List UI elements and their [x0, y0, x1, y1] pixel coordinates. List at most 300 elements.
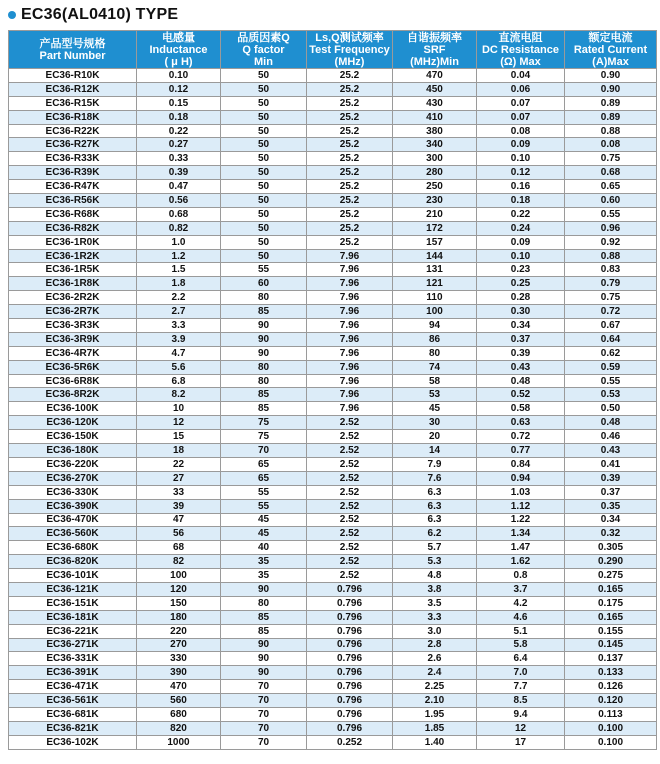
table-row: [9, 471, 657, 485]
srf-cell: 157: [393, 235, 477, 249]
page-title: EC36(AL0410) TYPE: [21, 6, 179, 23]
test-frequency-cell: 7.96: [307, 263, 393, 277]
rated-current-cell: 0.92: [565, 235, 657, 249]
table-row: [9, 652, 657, 666]
srf-cell: 121: [393, 277, 477, 291]
srf-cell: 2.6: [393, 652, 477, 666]
test-frequency-cell: 2.52: [307, 416, 393, 430]
q-factor-cell: 70: [221, 707, 307, 721]
srf-cell: 94: [393, 319, 477, 333]
inductance-cell: 0.47: [137, 180, 221, 194]
srf-cell: 300: [393, 152, 477, 166]
q-factor-cell: 50: [221, 221, 307, 235]
srf-cell: 86: [393, 332, 477, 346]
part-number-cell: EC36-102K: [9, 735, 137, 749]
part-number-cell: EC36-R39K: [9, 166, 137, 180]
q-factor-cell: 50: [221, 152, 307, 166]
part-number-cell: EC36-330K: [9, 485, 137, 499]
dc-resistance-cell: 0.08: [477, 124, 565, 138]
q-factor-cell: 50: [221, 138, 307, 152]
q-factor-cell: 85: [221, 402, 307, 416]
q-factor-cell: 65: [221, 471, 307, 485]
inductance-cell: 8.2: [137, 388, 221, 402]
dc-resistance-cell: 12: [477, 721, 565, 735]
test-frequency-cell: 25.2: [307, 166, 393, 180]
q-factor-cell: 50: [221, 180, 307, 194]
part-number-cell: EC36-680K: [9, 541, 137, 555]
table-row: [9, 527, 657, 541]
test-frequency-cell: 7.96: [307, 374, 393, 388]
part-number-cell: EC36-R27K: [9, 138, 137, 152]
bullet-icon: [8, 11, 16, 19]
table-row: [9, 346, 657, 360]
part-number-cell: EC36-391K: [9, 666, 137, 680]
dc-resistance-cell: 0.16: [477, 180, 565, 194]
inductance-cell: 390: [137, 666, 221, 680]
test-frequency-cell: 25.2: [307, 180, 393, 194]
q-factor-cell: 85: [221, 388, 307, 402]
srf-cell: 280: [393, 166, 477, 180]
test-frequency-cell: 2.52: [307, 569, 393, 583]
inductance-cell: 0.12: [137, 82, 221, 96]
table-row: [9, 485, 657, 499]
table-row: [9, 596, 657, 610]
rated-current-cell: 0.165: [565, 582, 657, 596]
rated-current-cell: 0.275: [565, 569, 657, 583]
table-row: [9, 194, 657, 208]
inductance-cell: 2.2: [137, 291, 221, 305]
inductance-cell: 33: [137, 485, 221, 499]
rated-current-cell: 0.75: [565, 152, 657, 166]
rated-current-cell: 0.55: [565, 207, 657, 221]
dc-resistance-cell: 0.04: [477, 69, 565, 83]
q-factor-cell: 90: [221, 666, 307, 680]
rated-current-cell: 0.34: [565, 513, 657, 527]
dc-resistance-cell: 4.2: [477, 596, 565, 610]
dc-resistance-cell: 1.22: [477, 513, 565, 527]
table-row: [9, 305, 657, 319]
inductance-cell: 0.56: [137, 194, 221, 208]
test-frequency-cell: 25.2: [307, 138, 393, 152]
dc-resistance-cell: 8.5: [477, 694, 565, 708]
inductance-cell: 68: [137, 541, 221, 555]
table-row: [9, 319, 657, 333]
dc-resistance-cell: 0.58: [477, 402, 565, 416]
test-frequency-cell: 2.52: [307, 485, 393, 499]
dc-resistance-cell: 1.47: [477, 541, 565, 555]
dc-resistance-cell: 0.77: [477, 444, 565, 458]
q-factor-cell: 85: [221, 305, 307, 319]
srf-cell: 3.3: [393, 610, 477, 624]
q-factor-cell: 35: [221, 555, 307, 569]
rated-current-cell: 0.90: [565, 82, 657, 96]
inductance-cell: 39: [137, 499, 221, 513]
q-factor-cell: 85: [221, 610, 307, 624]
header-row: [9, 31, 657, 69]
header-line: 额定电流: [588, 31, 633, 44]
rated-current-cell: 0.90: [565, 69, 657, 83]
dc-resistance-cell: 5.1: [477, 624, 565, 638]
dc-resistance-cell: 1.12: [477, 499, 565, 513]
test-frequency-cell: 7.96: [307, 249, 393, 263]
test-frequency-cell: 25.2: [307, 110, 393, 124]
inductance-cell: 0.68: [137, 207, 221, 221]
test-frequency-cell: 2.52: [307, 513, 393, 527]
header-line: (A)Max: [592, 55, 629, 68]
srf-cell: 5.3: [393, 555, 477, 569]
dc-resistance-cell: 0.07: [477, 110, 565, 124]
inductance-cell: 15: [137, 430, 221, 444]
dc-resistance-cell: 17: [477, 735, 565, 749]
spec-table: [8, 30, 657, 750]
dc-resistance-cell: 0.39: [477, 346, 565, 360]
part-number-cell: EC36-1R8K: [9, 277, 137, 291]
srf-cell: 53: [393, 388, 477, 402]
srf-cell: 144: [393, 249, 477, 263]
dc-resistance-cell: 0.09: [477, 235, 565, 249]
header-line: Ls,Q测试频率: [315, 31, 384, 44]
test-frequency-cell: 7.96: [307, 402, 393, 416]
rated-current-cell: 0.75: [565, 291, 657, 305]
test-frequency-cell: 2.52: [307, 499, 393, 513]
rated-current-cell: 0.65: [565, 180, 657, 194]
part-number-cell: EC36-820K: [9, 555, 137, 569]
q-factor-cell: 90: [221, 346, 307, 360]
part-number-cell: EC36-821K: [9, 721, 137, 735]
dc-resistance-cell: 7.0: [477, 666, 565, 680]
part-number-cell: EC36-270K: [9, 471, 137, 485]
rated-current-cell: 0.37: [565, 485, 657, 499]
table-row: [9, 291, 657, 305]
table-row: [9, 721, 657, 735]
rated-current-cell: 0.100: [565, 721, 657, 735]
part-number-cell: EC36-221K: [9, 624, 137, 638]
inductance-cell: 0.82: [137, 221, 221, 235]
header-srf: [393, 31, 477, 69]
rated-current-cell: 0.67: [565, 319, 657, 333]
dc-resistance-cell: 6.4: [477, 652, 565, 666]
header-line: Part Number: [39, 49, 106, 62]
srf-cell: 7.6: [393, 471, 477, 485]
q-factor-cell: 45: [221, 513, 307, 527]
q-factor-cell: 50: [221, 82, 307, 96]
table-row: [9, 388, 657, 402]
inductance-cell: 0.39: [137, 166, 221, 180]
inductance-cell: 120: [137, 582, 221, 596]
part-number-cell: EC36-6R8K: [9, 374, 137, 388]
srf-cell: 340: [393, 138, 477, 152]
header-line: (MHz): [334, 55, 365, 68]
test-frequency-cell: 25.2: [307, 194, 393, 208]
table-row: [9, 694, 657, 708]
dc-resistance-cell: 0.07: [477, 96, 565, 110]
srf-cell: 250: [393, 180, 477, 194]
part-number-cell: EC36-R68K: [9, 207, 137, 221]
rated-current-cell: 0.62: [565, 346, 657, 360]
dc-resistance-cell: 0.12: [477, 166, 565, 180]
dc-resistance-cell: 5.8: [477, 638, 565, 652]
srf-cell: 380: [393, 124, 477, 138]
inductance-cell: 0.15: [137, 96, 221, 110]
table-row: [9, 582, 657, 596]
test-frequency-cell: 25.2: [307, 207, 393, 221]
inductance-cell: 47: [137, 513, 221, 527]
rated-current-cell: 0.39: [565, 471, 657, 485]
table-row: [9, 457, 657, 471]
dc-resistance-cell: 9.4: [477, 707, 565, 721]
rated-current-cell: 0.59: [565, 360, 657, 374]
q-factor-cell: 80: [221, 360, 307, 374]
srf-cell: 5.7: [393, 541, 477, 555]
rated-current-cell: 0.48: [565, 416, 657, 430]
q-factor-cell: 50: [221, 194, 307, 208]
srf-cell: 3.5: [393, 596, 477, 610]
srf-cell: 100: [393, 305, 477, 319]
rated-current-cell: 0.145: [565, 638, 657, 652]
rated-current-cell: 0.79: [565, 277, 657, 291]
header-line: Min: [254, 55, 273, 68]
part-number-cell: EC36-271K: [9, 638, 137, 652]
srf-cell: 6.3: [393, 513, 477, 527]
header-line: 品质因素Q: [237, 31, 290, 44]
table-row: [9, 610, 657, 624]
rated-current-cell: 0.41: [565, 457, 657, 471]
header-line: (MHz)Min: [410, 55, 459, 68]
rated-current-cell: 0.53: [565, 388, 657, 402]
srf-cell: 450: [393, 82, 477, 96]
srf-cell: 110: [393, 291, 477, 305]
test-frequency-cell: 7.96: [307, 360, 393, 374]
srf-cell: 45: [393, 402, 477, 416]
rated-current-cell: 0.50: [565, 402, 657, 416]
rated-current-cell: 0.155: [565, 624, 657, 638]
dc-resistance-cell: 0.24: [477, 221, 565, 235]
part-number-cell: EC36-2R7K: [9, 305, 137, 319]
test-frequency-cell: 0.252: [307, 735, 393, 749]
rated-current-cell: 0.89: [565, 110, 657, 124]
srf-cell: 1.40: [393, 735, 477, 749]
rated-current-cell: 0.96: [565, 221, 657, 235]
inductance-cell: 0.18: [137, 110, 221, 124]
q-factor-cell: 70: [221, 694, 307, 708]
dc-resistance-cell: 0.25: [477, 277, 565, 291]
part-number-cell: EC36-R15K: [9, 96, 137, 110]
q-factor-cell: 80: [221, 596, 307, 610]
inductance-cell: 1.8: [137, 277, 221, 291]
header-line: SRF: [423, 43, 446, 56]
table-row: [9, 235, 657, 249]
test-frequency-cell: 0.796: [307, 666, 393, 680]
inductance-cell: 5.6: [137, 360, 221, 374]
part-number-cell: EC36-R82K: [9, 221, 137, 235]
part-number-cell: EC36-2R2K: [9, 291, 137, 305]
inductance-cell: 1.5: [137, 263, 221, 277]
part-number-cell: EC36-1R0K: [9, 235, 137, 249]
dc-resistance-cell: 0.94: [477, 471, 565, 485]
rated-current-cell: 0.290: [565, 555, 657, 569]
q-factor-cell: 70: [221, 680, 307, 694]
header-line: (Ω) Max: [500, 55, 541, 68]
q-factor-cell: 80: [221, 374, 307, 388]
dc-resistance-cell: 0.63: [477, 416, 565, 430]
table-row: [9, 374, 657, 388]
dc-resistance-cell: 0.72: [477, 430, 565, 444]
rated-current-cell: 0.100: [565, 735, 657, 749]
table-row: [9, 569, 657, 583]
test-frequency-cell: 7.96: [307, 277, 393, 291]
q-factor-cell: 90: [221, 638, 307, 652]
rated-current-cell: 0.133: [565, 666, 657, 680]
inductance-cell: 470: [137, 680, 221, 694]
srf-cell: 2.25: [393, 680, 477, 694]
q-factor-cell: 40: [221, 541, 307, 555]
test-frequency-cell: 0.796: [307, 680, 393, 694]
test-frequency-cell: 25.2: [307, 152, 393, 166]
table-row: [9, 96, 657, 110]
header-line: Rated Current: [573, 43, 648, 56]
q-factor-cell: 50: [221, 249, 307, 263]
inductance-cell: 680: [137, 707, 221, 721]
rated-current-cell: 0.35: [565, 499, 657, 513]
test-frequency-cell: 2.52: [307, 430, 393, 444]
inductance-cell: 4.7: [137, 346, 221, 360]
dc-resistance-cell: 0.10: [477, 249, 565, 263]
test-frequency-cell: 25.2: [307, 235, 393, 249]
test-frequency-cell: 7.96: [307, 319, 393, 333]
part-number-cell: EC36-R18K: [9, 110, 137, 124]
srf-cell: 80: [393, 346, 477, 360]
part-number-cell: EC36-1R5K: [9, 263, 137, 277]
table-row: [9, 680, 657, 694]
srf-cell: 6.3: [393, 485, 477, 499]
test-frequency-cell: 7.96: [307, 305, 393, 319]
rated-current-cell: 0.165: [565, 610, 657, 624]
q-factor-cell: 90: [221, 332, 307, 346]
dc-resistance-cell: 0.23: [477, 263, 565, 277]
q-factor-cell: 50: [221, 110, 307, 124]
srf-cell: 230: [393, 194, 477, 208]
inductance-cell: 22: [137, 457, 221, 471]
rated-current-cell: 0.55: [565, 374, 657, 388]
inductance-cell: 56: [137, 527, 221, 541]
srf-cell: 4.8: [393, 569, 477, 583]
part-number-cell: EC36-220K: [9, 457, 137, 471]
dc-resistance-cell: 0.06: [477, 82, 565, 96]
srf-cell: 410: [393, 110, 477, 124]
test-frequency-cell: 2.52: [307, 541, 393, 555]
rated-current-cell: 0.120: [565, 694, 657, 708]
dc-resistance-cell: 1.03: [477, 485, 565, 499]
rated-current-cell: 0.88: [565, 249, 657, 263]
part-number-cell: EC36-1R2K: [9, 249, 137, 263]
part-number-cell: EC36-470K: [9, 513, 137, 527]
q-factor-cell: 70: [221, 444, 307, 458]
dc-resistance-cell: 0.48: [477, 374, 565, 388]
srf-cell: 470: [393, 69, 477, 83]
dc-resistance-cell: 4.6: [477, 610, 565, 624]
table-row: [9, 513, 657, 527]
dc-resistance-cell: 0.43: [477, 360, 565, 374]
rated-current-cell: 0.46: [565, 430, 657, 444]
table-row: [9, 430, 657, 444]
inductance-cell: 0.27: [137, 138, 221, 152]
test-frequency-cell: 7.96: [307, 346, 393, 360]
header-line: 自谐振频率: [407, 31, 462, 44]
q-factor-cell: 55: [221, 485, 307, 499]
inductance-cell: 3.3: [137, 319, 221, 333]
test-frequency-cell: 0.796: [307, 596, 393, 610]
part-number-cell: EC36-121K: [9, 582, 137, 596]
table-row: [9, 707, 657, 721]
part-number-cell: EC36-R33K: [9, 152, 137, 166]
part-number-cell: EC36-101K: [9, 569, 137, 583]
inductance-cell: 6.8: [137, 374, 221, 388]
table-row: [9, 69, 657, 83]
part-number-cell: EC36-560K: [9, 527, 137, 541]
table-row: [9, 666, 657, 680]
dc-resistance-cell: 1.34: [477, 527, 565, 541]
part-number-cell: EC36-150K: [9, 430, 137, 444]
srf-cell: 3.8: [393, 582, 477, 596]
table-row: [9, 541, 657, 555]
test-frequency-cell: 0.796: [307, 582, 393, 596]
inductance-cell: 0.10: [137, 69, 221, 83]
q-factor-cell: 70: [221, 721, 307, 735]
dc-resistance-cell: 3.7: [477, 582, 565, 596]
table-row: [9, 332, 657, 346]
rated-current-cell: 0.305: [565, 541, 657, 555]
q-factor-cell: 50: [221, 96, 307, 110]
part-number-cell: EC36-8R2K: [9, 388, 137, 402]
rated-current-cell: 0.83: [565, 263, 657, 277]
table-row: [9, 624, 657, 638]
part-number-cell: EC36-331K: [9, 652, 137, 666]
test-frequency-cell: 7.96: [307, 388, 393, 402]
srf-cell: 2.8: [393, 638, 477, 652]
q-factor-cell: 90: [221, 319, 307, 333]
test-frequency-cell: 25.2: [307, 221, 393, 235]
q-factor-cell: 60: [221, 277, 307, 291]
q-factor-cell: 35: [221, 569, 307, 583]
rated-current-cell: 0.89: [565, 96, 657, 110]
header-line: 电感量: [162, 31, 195, 44]
q-factor-cell: 50: [221, 166, 307, 180]
inductance-cell: 820: [137, 721, 221, 735]
header-q-factor: [221, 31, 307, 69]
srf-cell: 74: [393, 360, 477, 374]
test-frequency-cell: 0.796: [307, 721, 393, 735]
inductance-cell: 18: [137, 444, 221, 458]
part-number-cell: EC36-180K: [9, 444, 137, 458]
header-line: DC Resistance: [481, 43, 560, 56]
inductance-cell: 1.2: [137, 249, 221, 263]
dc-resistance-cell: 7.7: [477, 680, 565, 694]
test-frequency-cell: 7.96: [307, 291, 393, 305]
inductance-cell: 1000: [137, 735, 221, 749]
rated-current-cell: 0.68: [565, 166, 657, 180]
test-frequency-cell: 25.2: [307, 96, 393, 110]
part-number-cell: EC36-R12K: [9, 82, 137, 96]
test-frequency-cell: 25.2: [307, 124, 393, 138]
srf-cell: 1.85: [393, 721, 477, 735]
table-row: [9, 110, 657, 124]
dc-resistance-cell: 0.37: [477, 332, 565, 346]
dc-resistance-cell: 1.62: [477, 555, 565, 569]
inductance-cell: 180: [137, 610, 221, 624]
q-factor-cell: 85: [221, 624, 307, 638]
title-row: [8, 2, 178, 28]
dc-resistance-cell: 0.30: [477, 305, 565, 319]
